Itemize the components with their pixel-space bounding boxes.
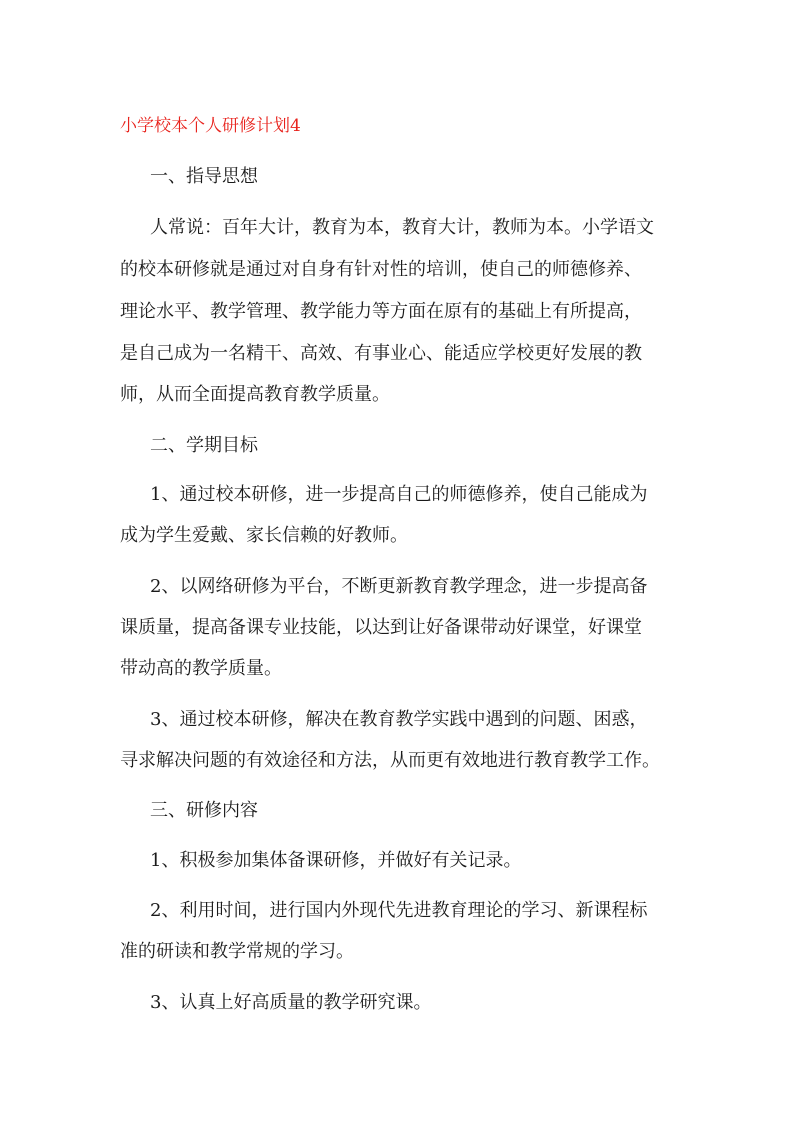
paragraph-line: 带动高的教学质量。 bbox=[120, 658, 282, 679]
paragraph-line: 课质量，提高备课专业技能，以达到让好备课带动好课堂，好课堂 bbox=[120, 617, 642, 638]
paragraph-line: 2、利用时间，进行国内外现代先进教育理论的学习、新课程标 bbox=[150, 900, 648, 921]
section-heading-semester-goals: 二、学期目标 bbox=[150, 435, 258, 456]
paragraph-line: 成为学生爱戴、家长信赖的好教师。 bbox=[120, 525, 408, 546]
paragraph-line: 1、通过校本研修，进一步提高自己的师德修养，使自己能成为 bbox=[150, 484, 648, 505]
paragraph-line: 的校本研修就是通过对自身有针对性的培训，使自己的师德修养、 bbox=[120, 259, 642, 280]
paragraph-line: 理论水平、教学管理、教学能力等方面在原有的基础上有所提高， bbox=[120, 301, 642, 322]
paragraph-line: 3、通过校本研修，解决在教育教学实践中遇到的问题、困惑， bbox=[150, 709, 648, 730]
paragraph-line: 师，从而全面提高教育教学质量。 bbox=[120, 384, 390, 405]
paragraph-line: 是自己成为一名精干、高效、有事业心、能适应学校更好发展的教 bbox=[120, 343, 642, 364]
paragraph-line: 1、积极参加集体备课研修，并做好有关记录。 bbox=[150, 850, 522, 871]
section-heading-guiding-thought: 一、指导思想 bbox=[150, 166, 258, 187]
document-title: 小学校本个人研修计划4 bbox=[120, 116, 301, 136]
section-heading-study-content: 三、研修内容 bbox=[150, 800, 258, 821]
paragraph-line: 3、认真上好高质量的教学研究课。 bbox=[150, 992, 432, 1013]
paragraph-line: 2、以网络研修为平台，不断更新教育教学理念，进一步提高备 bbox=[150, 576, 648, 597]
paragraph-line: 寻求解决问题的有效途径和方法，从而更有效地进行教育教学工作。 bbox=[120, 750, 660, 771]
paragraph-line: 准的研读和教学常规的学习。 bbox=[120, 941, 354, 962]
paragraph-line: 人常说：百年大计，教育为本，教育大计，教师为本。小学语文 bbox=[150, 217, 654, 238]
